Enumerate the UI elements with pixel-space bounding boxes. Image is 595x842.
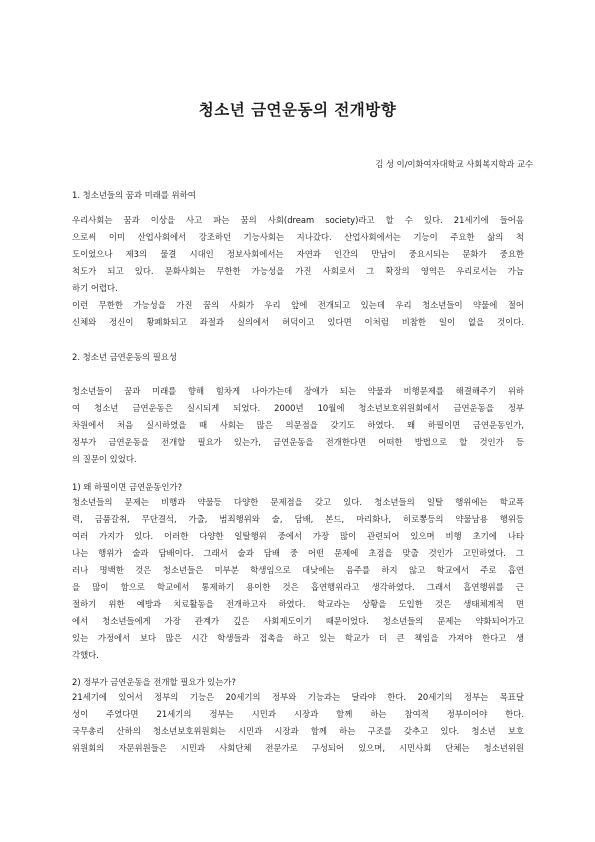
page-title: 청소년 금연운동의 전개방향 — [198, 101, 397, 119]
section-heading: 1. 청소년들의 꿈과 미래를 위하여 — [72, 190, 196, 200]
paragraph-line: 청소년들이 꿈과 미래를 향해 힘차게 나아가는데 장애가 되는 약물과 비행문제를 해결해주기 위하 — [72, 386, 524, 396]
paragraph-line: 신체와 정신이 황폐화되고 좌절과 실의에서 허덕이고 있다면 이처럼 비참한 일이 없을 것이다. — [72, 317, 524, 327]
paragraph-line: 절하기 위한 예방과 치료활동을 전개하고자 하였다. 학교라는 상황을 도입한 것은 생태체계적 면 — [72, 599, 524, 609]
paragraph-line: 도이었으나 제3의 물결 시대인 정보사회에서는 자연과 인간의 만남이 중요시되는 문화가 중요한 — [72, 249, 524, 259]
paragraph-line: 나는 행위가 술과 담배이다. 그래서 술과 담배 중 어떤 문제에 초점을 맞출 것인가 고민하였다. 그 — [72, 548, 524, 558]
paragraph-line: 력, 금품갈취, 무단결석, 가출, 범죄행위와 술, 담배, 본드, 마리화나, 히로뽕등의 약물남용 행위등 — [72, 514, 524, 524]
paragraph-line: 척도가 되고 있다. 문화사회는 무한한 가능성을 가진 사회로서 그 확장의 영역은 우리로서는 가늠 — [72, 266, 524, 276]
paragraph-line: 의 질문이 있었다. — [72, 454, 137, 464]
paragraph-line: 국무총리 산하의 청소년보호위원회는 시민과 시장과 함께 하는 구조를 갖추고 있다. 청소년 보호 — [72, 726, 524, 736]
paragraph-line: 여러 가지가 있다. 이러한 다양한 일탈행위 중에서 가장 많이 관련되어 있으며 비행 초기에 나타 — [72, 531, 524, 541]
paragraph-line: 으로써 이미 산업사회에서 강조하던 기능사회는 지나갔다. 산업사회에서는 기능이 주요한 삶의 척 — [72, 232, 524, 242]
section-heading: 2. 청소년 금연운동의 필요성 — [72, 352, 177, 362]
author-line: 김 성 이/이화여자대학교 사회복지학과 교수 — [375, 159, 533, 169]
paragraph-line: 있는 가정에서 보다 많은 시간 학생들과 접촉을 하고 있는 학교가 더 큰 책임을 가져야 한다고 생 — [72, 633, 524, 643]
paragraph-line: 21세기에 있어서 정부의 기능은 20세기의 정부와 기능과는 달라야 한다. 20세기의 정부는 목표달 — [72, 692, 524, 702]
paragraph-line: 우리사회는 꿈과 이상을 사고 파는 꿈의 사회(dream society)라고 할 수 있다. 21세기에 들어옴 — [72, 215, 524, 225]
section-heading: 1) 왜 하필이면 금연운동인가? — [72, 482, 183, 492]
paragraph-line: 을 많이 함으로 학교에서 통제하기 용이한 것은 흡연행위라고 생각하였다. 그래서 흡연행위를 근 — [72, 582, 524, 592]
section-heading: 2) 정부가 금연운동을 전개할 필요가 있는가? — [72, 677, 236, 687]
paragraph-line: 이런 무한한 가능성을 가진 꿈의 사회가 우리 앞에 전개되고 있는데 우리 청소년들이 약물에 절어 — [72, 300, 524, 310]
paragraph-line: 성이 주였다면 21세기의 정부는 시민과 시장과 함께 하는 참여적 정부이어야 한다. — [72, 709, 524, 719]
paragraph-line: 각했다. — [72, 650, 99, 660]
paragraph-line: 하기 어렵다. — [72, 283, 118, 293]
paragraph-line: 위원회의 자문위원들은 시민과 사회단체 전문가로 구성되어 있으며, 시민사회 단체는 청소년위원 — [72, 743, 524, 753]
paragraph-line: 여 청소년 금연운동은 실시되게 되었다. 2000년 10월에 청소년보호위원회에서 금연운동을 정부 — [72, 403, 524, 413]
paragraph-line: 차원에서 처음 실시하였을 때 사회는 많은 의문점을 갖기도 하였다. 왜 하필이면 금연운동인가, — [72, 420, 524, 430]
paragraph-line: 청소년들의 문제는 비행과 약물등 다양한 문제점을 갖고 있다. 청소년들의 일탈 행위에는 학교폭 — [72, 497, 524, 507]
paragraph-line: 에서 청소년들에게 가장 관계가 깊은 사회제도이기 때문이었다. 청소년들의 문제는 약화되어가고 — [72, 616, 524, 626]
paragraph-line: 정부가 금연운동을 전개할 필요가 있는가, 금연운동을 전개한다면 어떠한 방법으로 할 것인가 등 — [72, 437, 524, 447]
paragraph-line: 러나 명백한 것은 청소년들은 미부분 학생임으로 대낮에는 음주를 하지 않고 학교에서 주로 흡연 — [72, 565, 524, 575]
